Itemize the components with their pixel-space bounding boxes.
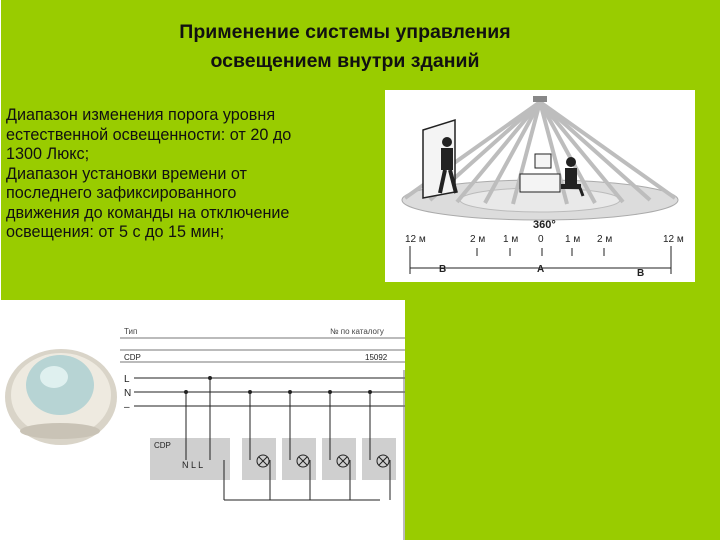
line-label-l: L — [124, 374, 130, 385]
ceiling-sensor-icon — [533, 96, 547, 102]
distance-label: 0 — [538, 234, 544, 245]
terminal-labels: N L L — [182, 460, 204, 470]
motion-sensor-photo — [2, 335, 120, 453]
description-paragraph — [6, 106, 351, 243]
text-line: естественной освещенности: от 20 до — [6, 125, 292, 144]
distance-label: 12 м — [663, 234, 684, 245]
lamp-box — [362, 438, 396, 480]
distance-label: 2 м — [597, 234, 613, 245]
text-line: движения до команды на отключение — [6, 203, 290, 222]
zone-label: B — [637, 268, 645, 279]
slide-title — [110, 18, 580, 76]
catalog-number: 15092 — [365, 353, 388, 362]
product-panel — [0, 300, 405, 540]
line-label-n: N — [124, 388, 132, 399]
line-label-pe: – — [124, 402, 130, 413]
text-line: Диапазон установки времени от — [6, 164, 247, 183]
header-type: Тип — [124, 327, 138, 336]
title-line-1: Применение системы управления — [179, 21, 511, 43]
frame-line — [0, 0, 1, 300]
desk-icon — [520, 174, 560, 192]
text-line: освещения: от 5 с до 15 мин; — [6, 223, 225, 241]
lamp-box — [282, 438, 316, 480]
zone-label: B — [439, 264, 447, 275]
monitor-icon — [535, 154, 551, 168]
distance-label: 1 м — [565, 234, 581, 245]
product-name: CDP — [124, 353, 141, 362]
distance-label: 12 м — [405, 234, 426, 245]
wiring-diagram — [120, 310, 405, 540]
title-line-2: освещением внутри зданий — [210, 50, 480, 72]
angle-label: 360° — [533, 219, 556, 231]
text-line: 1300 Люкс; — [6, 145, 90, 163]
zone-label: A — [537, 264, 545, 275]
header-catalog: № по каталогу — [330, 327, 384, 336]
device-label: CDP — [154, 441, 171, 450]
text-line: Диапазон изменения порога уровня — [6, 106, 276, 124]
distance-label: 2 м — [470, 234, 486, 245]
distance-label: 1 м — [503, 234, 519, 245]
lamp-box — [242, 438, 276, 480]
text-line: последнего зафиксированного — [6, 184, 237, 202]
coverage-diagram — [385, 90, 695, 282]
junction-dots — [184, 376, 372, 394]
lamp-box — [322, 438, 356, 480]
